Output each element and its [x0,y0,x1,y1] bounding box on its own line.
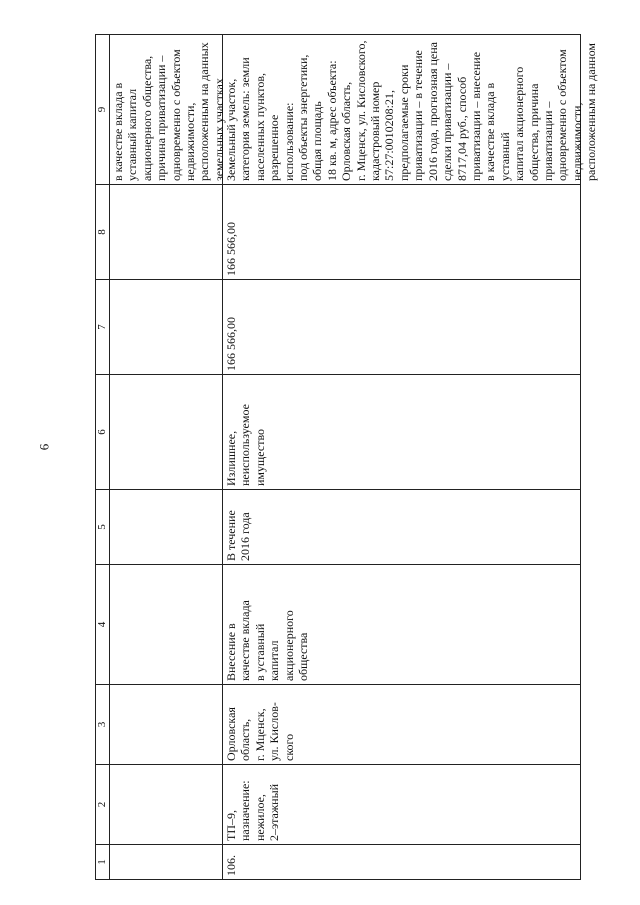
table-cell [110,765,223,845]
cell-text: в качестве вклада в уставный капитал акционерного общества, причина приватизации – одновременно с объектом недвижимости, расположенным на данных земельных участках [111,42,226,181]
cell-text [111,283,219,371]
column-header: 2 [96,765,110,845]
table-cell [110,375,223,490]
cell-text: 106. [224,855,238,876]
value-cell [223,280,581,375]
cell-text [111,568,219,681]
cell-text [111,848,219,876]
method-cell [223,565,581,685]
column-header: 3 [96,685,110,765]
cell-text [111,378,219,486]
column-header: 8 [96,185,110,280]
row-number-cell [223,845,581,880]
column-header: 1 [96,845,110,880]
cell-text: 166 566,00 [224,222,238,276]
header-row [96,35,110,880]
column-header: 9 [96,35,110,185]
table-cell [110,185,223,280]
cell-text: 166 566,00 [224,317,238,371]
column-header: 4 [96,565,110,685]
address-cell [223,685,581,765]
continuation-row [110,35,223,880]
cell-text: Внесение в качестве вклада в уставный капитал акционерного общества [224,600,311,681]
cell-text: В течение 2016 года [224,510,253,561]
table-row [223,35,581,880]
reason-cell [223,375,581,490]
table-cell [110,845,223,880]
term-cell [223,490,581,565]
cell-text [111,188,219,276]
table-cell [110,565,223,685]
cell-text: Излишнее, неиспользуемое имущество [224,404,267,486]
privatization-table [95,34,599,880]
price-cell [223,185,581,280]
object-name-cell [223,765,581,845]
cell-text: Орловская область, г. Мценск, ул. Кислов- ского [224,702,296,761]
land-plot-cell [223,35,599,185]
page-number: 6 [36,443,52,451]
cell-text [111,688,219,761]
table-cell [110,490,223,565]
cell-text: Земельный участок, категория земель: земли населенных пунктов, разрешенное использование: под объекты энергетики, общая площадь 18 кв. м, адрес объекта: Орловская область, г. Мценск, ул. Кисловского, кадастровый номер 57:27:0010208:21, предполагаемые сроки приватизации – в течение 2016 года, прогнозная цена сделки приватизации – 8717,04 руб., способ приватизации – внесение в качестве вклада в уставный капитал акционерного общества, причина приватизации – одновременно с объектом недвижимости, расположенным на данном [224,40,599,181]
table-cell [110,280,223,375]
cell-text [111,768,219,841]
column-header: 5 [96,490,110,565]
table-cell [110,685,223,765]
cell-text [111,493,219,561]
rotated-table-wrapper [95,35,599,880]
column-header: 6 [96,375,110,490]
column-header: 7 [96,280,110,375]
table-cell [110,35,226,185]
cell-text: ТП–9, назначение: нежилое, 2–этажный [224,780,282,841]
